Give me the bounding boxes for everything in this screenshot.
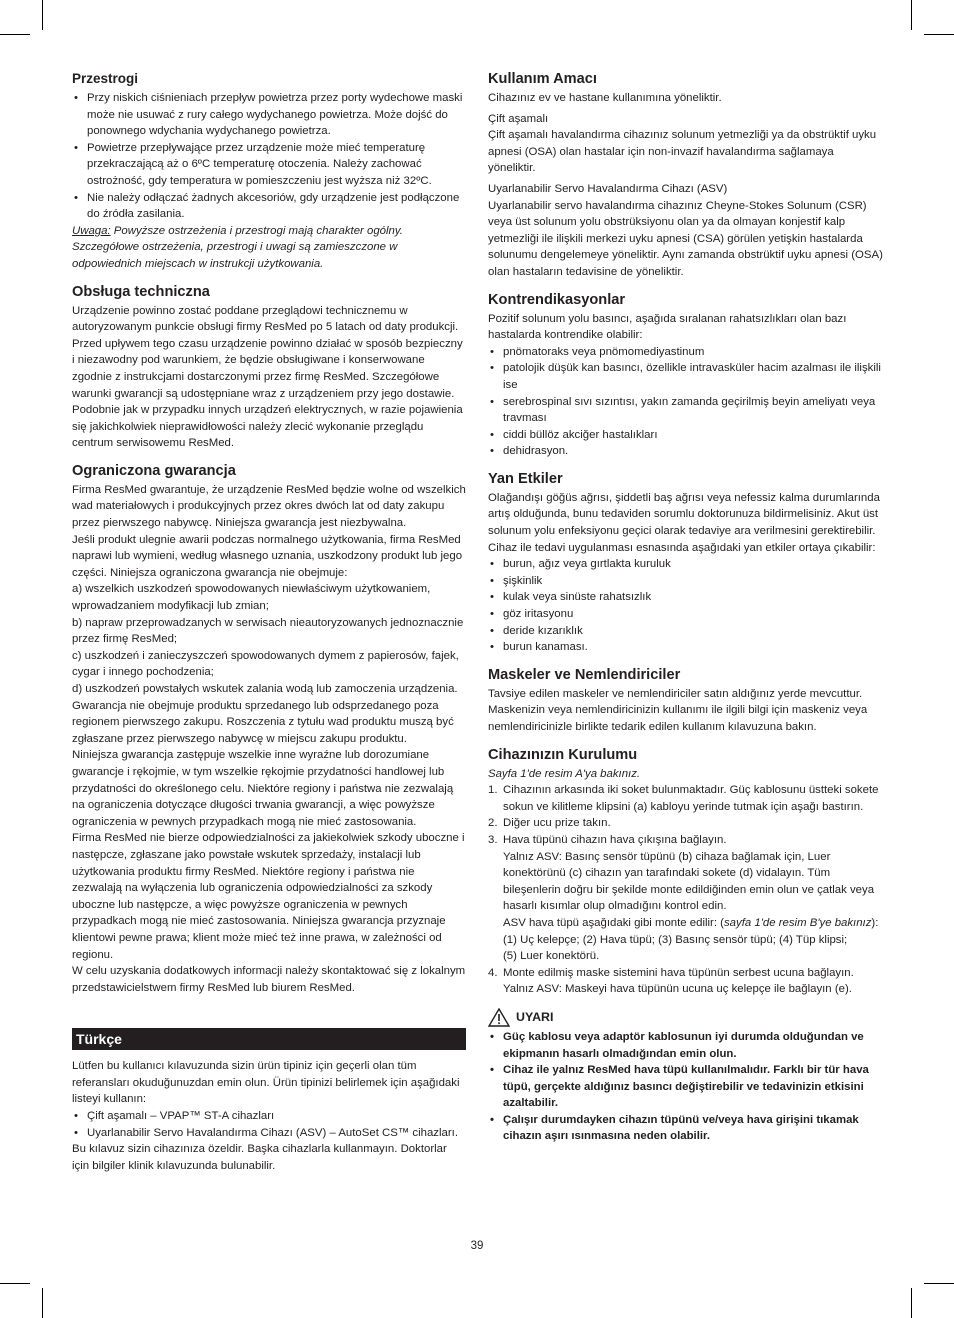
section-przestrogi	[72, 70, 466, 273]
list-item: • serebrospinal sıvı sızıntısı, yakın zamanda geçirilmiş beyin ameliyatı veya travması	[488, 394, 884, 427]
part-name: Hava tüpü;	[596, 933, 659, 946]
part-name: Basınç sensör tüpü;	[672, 933, 780, 946]
subheading: Çift aşamalı	[488, 112, 549, 125]
paragraph: a) wszelkich uszkodzeń spowodowanych niewłaściwym użytkowaniem, wprowadzaniem modyfikacji lub zmian;	[72, 583, 431, 613]
crop-mark	[924, 34, 954, 35]
list-item: • şişkinlik	[488, 573, 884, 590]
section-kullanim	[488, 70, 884, 281]
crop-mark	[0, 1283, 30, 1284]
setup-steps	[488, 782, 884, 998]
heading-gwarancja: Ograniczona gwarancja	[72, 462, 236, 479]
paragraph: Pozitif solunum yolu basıncı, aşağıda sıralanan rahatsızlıkları olan bazı hastalarda kontrendike olabilir:	[488, 312, 847, 342]
callout-letter: (b)	[678, 850, 693, 863]
note-text: Powyższe ostrzeżenia i przestrogi mają charakter ogólny. Szczegółowe ostrzeżenia, przestrogi i uwagi są zamieszczone w odpowiednich miejscach w instrukcji użytkowania.	[72, 224, 403, 270]
heading-kullanim: Kullanım Amacı	[488, 71, 597, 87]
part-number: (4)	[779, 933, 793, 946]
callout-letter: (d)	[739, 867, 754, 880]
paragraph: W celu uzyskania dodatkowych informacji należy skontaktować się z lokalnym przedstawicielstwem firmy ResMed lub biurem ResMed.	[72, 965, 466, 994]
step-number: 1.	[488, 784, 498, 797]
list-item: • burun kanaması.	[488, 639, 884, 656]
list-item: • Nie należy odłączać żadnych akcesoriów, gdy urządzenie jest podłączone do źródła zasilania.	[72, 190, 466, 223]
list-item: • ciddi büllöz akciğer hastalıkları	[488, 427, 884, 444]
paragraph: Olağandışı göğüs ağrısı, şiddetli baş ağrısı veya nefessiz kalma durumlarında artış olduğunda, bunu tedaviden sorumlu doktorunuza bildirmelisiniz. Akut üst solunum yolu enfeksiyonu geçici olarak tedaviye ara verilmesini gerektirebilir.	[488, 491, 880, 538]
paragraph: Tavsiye edilen maskeler ve nemlendiriciler satın aldığınız yerde mevcuttur. Maskenizin veya nemlendiricinizin kullanımı ile ilgili bilgi için maskeniz veya nemlendiricinizle birlikte tedarik edilen kullanım kılavuzuna bakın.	[488, 687, 868, 733]
page-number: 39	[470, 1240, 484, 1252]
section-obsluga	[72, 283, 466, 452]
language-bar-turkce: Türkçe	[72, 1028, 466, 1050]
paragraph: c) uszkodzeń i zanieczyszczeń spowodowanych dymem z papierosów, fajek, cygar i innego pochodzenia;	[72, 649, 459, 679]
heading-yan-etkiler: Yan Etkiler	[488, 470, 563, 487]
note	[72, 223, 466, 273]
part-number: (5)	[503, 950, 517, 963]
list-item: • dehidrasyon.	[488, 443, 884, 460]
kontrendikasyon-list	[488, 344, 884, 460]
part-number: (3)	[658, 933, 673, 946]
list-item: • kulak veya sinüste rahatsızlık	[488, 589, 884, 606]
paragraph: Niniejsza gwarancja zastępuje wszelkie inne wyraźne lub dorozumiane gwarancje i rękojmie, w tym wszelkie rękojmie przydatności handlowej lub przydatności do określonego celu. Niektóre regiony i państwa nie zezwalają na ograniczenia dotyczące długości trwania gwarancji, a więc powyższe ograniczenia w pewnych przypadkach mogą nie mieć zastosowania.	[72, 749, 454, 828]
callout-letter: (e)	[834, 983, 849, 996]
setup-step-1	[488, 782, 884, 815]
part-number: (1)	[503, 933, 517, 946]
step-text: Cihazının arkasında iki soket bulunmaktadır. Güç kablosunu üstteki sokete sokun ve kilitleme klipsini	[503, 784, 879, 813]
setup-step-3	[488, 832, 884, 965]
left-column	[72, 70, 466, 1174]
paragraph: Jeśli produkt ulegnie awarii podczas normalnego użytkowania, firma ResMed naprawi lub wymieni, według własnego uznania, uszkodzony produkt lub jego części. Niniejsza ograniczona gwarancja nie obejmuje:	[72, 533, 463, 579]
paragraph: Bu kılavuz sizin cihazınıza özeldir. Başka cihazlarla kullanmayın. Doktorlar için bilgiler klinik kılavuzunda bulunabilir.	[72, 1143, 447, 1172]
figure-reference: sayfa 1'de resim B'ye bakınız	[723, 916, 872, 929]
paragraph: Uyarlanabilir servo havalandırma cihazınız Cheyne-Stokes Solunum (CSR) veya üst solunum yolu obstrüksiyonu olan ya da olmayan konjestif kalp yetmezliği ile ilişkili merkezi uyku apnesi (CSA) görülen yetişkin hastalarda solunumu dengelemeye yöneliktir. Aynı zamanda obstrüktif uyku apnesi (OSA) olan hastaların tedavisine de yöneliktir.	[488, 199, 883, 278]
list-item: • patolojik düşük kan basıncı, özellikle intravasküler hacim azalması ile ilişkili ise	[488, 360, 884, 393]
step-text: cihazın yan tarafındaki sokete	[582, 867, 740, 880]
note-label: Uwaga:	[72, 224, 111, 237]
heading-kontrendikasyon: Kontrendikasyonlar	[488, 291, 626, 308]
paragraph: b) napraw przeprowadzanych w serwisach nieautoryzowanych jednoznacznie przez firmę ResMed;	[72, 616, 464, 646]
list-item: • Przy niskich ciśnieniach przepływ powietrza przez porty wydechowe maski może nie usuwać z rury całego wydychanego powietrza. Może dojść do ponownego wdychania wydychanego powietrza.	[72, 90, 466, 140]
step-number: 4.	[488, 966, 498, 979]
paragraph: Cihazınız ev ve hastane kullanımına yöneliktir.	[488, 92, 722, 104]
callout-letter: (c)	[568, 867, 583, 880]
right-column	[488, 70, 884, 1145]
list-item: • göz iritasyonu	[488, 606, 884, 623]
list-item: • Cihaz ile yalnız ResMed hava tüpü kullanılmalıdır. Farklı bir tür hava tüpü, gerçekte aldığınız basıncı değiştirebilir ve tedavinizin etkisini azaltabilir.	[488, 1062, 884, 1112]
paragraph: Urządzenie powinno zostać poddane przeglądowi technicznemu w autoryzowanym punkcie obsługi firmy ResMed po 5 latach od daty produkcji. Przed upływem tego czasu urządzenie powinno działać w sposób bezpieczny i niezawodny pod warunkiem, że będzie obsługiwane i konserwowane zgodnie z instrukcjami dostarczonymi przez firmę ResMed. Szczegółowe warunki gwarancji są udostępniane wraz z urządzeniem przy jego dostawie. Podobnie jak w przypadku innych urządzeń elektrycznych, w razie pojawienia się jakichkolwiek nieprawidłowości należy zlecić wykonanie przeglądu centrum serwisowemu ResMed.	[72, 304, 463, 450]
paragraph: Cihaz ile tedavi uygulanması esnasında aşağıdaki yan etkiler ortaya çıkabilir:	[488, 541, 876, 554]
section-kurulum	[488, 746, 884, 998]
part-name: Luer konektörü.	[516, 950, 600, 963]
part-name: Tüp klipsi;	[792, 933, 848, 946]
paragraph: d) uszkodzeń powstałych wskutek zalania wodą lub zamoczenia urządzenia.	[72, 683, 458, 695]
asv-label: Yalnız ASV:	[503, 850, 562, 863]
part-name: Uç kelepçe;	[516, 933, 583, 946]
section-yan-etkiler	[488, 470, 884, 656]
crop-mark	[42, 1288, 43, 1318]
subheading: Uyarlanabilir Servo Havalandırma Cihazı (ASV)	[488, 182, 728, 195]
setup-step-2	[488, 815, 884, 832]
list-item: • Çift aşamalı – VPAP™ ST-A cihazları	[72, 1108, 466, 1125]
warning-heading	[488, 1008, 884, 1027]
warning-title: UYARI	[516, 1010, 554, 1025]
step-text: cihaza bağlamak için, Luer konektörünü	[503, 850, 831, 880]
figure-reference: Sayfa 1'de resim A'ya bakınız.	[488, 767, 641, 780]
paragraph: Lütfen bu kullanıcı kılavuzunda sizin ürün tipiniz için geçerli olan tüm referansları okuduğunuzdan emin olun. Ürün tipinizi belirlemek için aşağıdaki listeyi kullanın:	[72, 1060, 460, 1106]
warning-triangle-icon	[488, 1008, 510, 1027]
heading-kurulum: Cihazınızın Kurulumu	[488, 746, 638, 763]
step-number: 3.	[488, 833, 498, 846]
step-text: kabloyu yerinde tutmak için aşağı bastırın.	[647, 800, 864, 813]
list-item: • pnömatoraks veya pnömomediyastinum	[488, 344, 884, 361]
crop-mark	[924, 1283, 954, 1284]
step-text: Hava tüpünü cihazın hava çıkışına bağlayın.	[503, 833, 727, 846]
part-number: (2)	[582, 933, 597, 946]
step-text: Monte edilmiş maske sistemini hava tüpünün serbest ucuna bağlayın.	[503, 966, 854, 979]
step-text: .	[848, 983, 852, 996]
step-number: 2.	[488, 817, 498, 830]
list-item: • Güç kablosu veya adaptör kablosunun iyi durumda olduğundan ve ekipmanın hasarlı olmadığından emin olun.	[488, 1029, 884, 1062]
step-text: ):	[871, 916, 879, 929]
step-text: Diğer ucu prize takın.	[503, 817, 611, 830]
przestrogi-list	[72, 90, 466, 223]
setup-step-4	[488, 965, 884, 998]
crop-mark	[0, 34, 30, 35]
crop-mark	[911, 1288, 912, 1318]
paragraph: Firma ResMed nie bierze odpowiedzialności za jakiekolwiek szkody uboczne i następcze, zgłaszane jako powstałe wskutek sprzedaży, instalacji lub użytkowania produktu firmy ResMed. Niektóre regiony i państwa nie zezwalają na wyłączenia lub ograniczenia odpowiedzialności za szkody uboczne lub następcze, a więc powyższe ograniczenia w pewnych przypadkach mogą nie mieć zastosowania. Niniejsza gwarancja przyznaje klientowi pewne prawa; klient może mieć też inne prawa, w zależności od regionu.	[72, 832, 465, 961]
list-item: • burun, ağız veya gırtlakta kuruluk	[488, 556, 884, 573]
section-turkce-intro	[72, 1058, 466, 1174]
step-text: Maskeyi hava tüpünün ucuna uç kelepçe ile bağlayın	[561, 983, 835, 996]
list-item: • Uyarlanabilir Servo Havalandırma Cihazı (ASV) – AutoSet CS™ cihazları.	[72, 1125, 466, 1142]
crop-mark	[42, 0, 43, 30]
list-item: • Powietrze przepływające przez urządzenie może mieć temperaturę przekraczającą aż o 6ºC temperaturę otoczenia. Należy zachować ostrożność, gdy temperatura w pomieszczeniu jest wyższa niż 32ºC.	[72, 140, 466, 190]
warning-list	[488, 1029, 884, 1145]
list-item: • Çalışır durumdayken cihazın tüpünü ve/veya hava girişini tıkamak cihazın aşırı ısınmasına neden olabilir.	[488, 1112, 884, 1145]
paragraph: Gwarancja nie obejmuje produktu sprzedanego lub odsprzedanego poza regionem pierwszego zakupu. Roszczenia z tytułu wad produktu muszą być zgłaszane przez pierwszego nabywcę w miejscu zakupu produktu.	[72, 699, 454, 745]
section-gwarancja	[72, 462, 466, 996]
yan-etkiler-list	[488, 556, 884, 656]
list-item: • deride kızarıklık	[488, 623, 884, 640]
product-type-list	[72, 1108, 466, 1141]
paragraph: Çift aşamalı havalandırma cihazınız solunum yetmezliği ya da obstrüktif uyku apnesi (OSA) olan hastalar için non-invazif havalandırma sağlamaya yöneliktir.	[488, 129, 877, 175]
step-text: vidalayın. Tüm bileşenlerin doğru bir şekilde monte edildiğinden emin olun ve çatlak veya hasarlı kısımlar olup olmadığını kontrol edin.	[503, 867, 875, 913]
callout-letter: (a)	[633, 800, 648, 813]
asv-label: Yalnız ASV:	[503, 983, 562, 996]
step-text: Basınç sensör tüpünü	[561, 850, 679, 863]
crop-mark	[911, 0, 912, 30]
section-maskeler	[488, 666, 884, 736]
paragraph: Firma ResMed gwarantuje, że urządzenie ResMed będzie wolne od wszelkich wad materiałowych i produkcyjnych przez okres dwóch lat od daty zakupu przez pierwszego nabywcę. Niniejsza gwarancja jest niezbywalna.	[72, 483, 466, 530]
section-kontrendikasyon	[488, 291, 884, 460]
heading-maskeler: Maskeler ve Nemlendiriciler	[488, 666, 681, 683]
section-uyari	[488, 1008, 884, 1145]
step-text: ASV hava tüpü aşağıdaki gibi monte edilir: (	[503, 916, 724, 929]
heading-przestrogi: Przestrogi	[72, 71, 139, 86]
heading-obsluga: Obsługa techniczna	[72, 283, 210, 300]
